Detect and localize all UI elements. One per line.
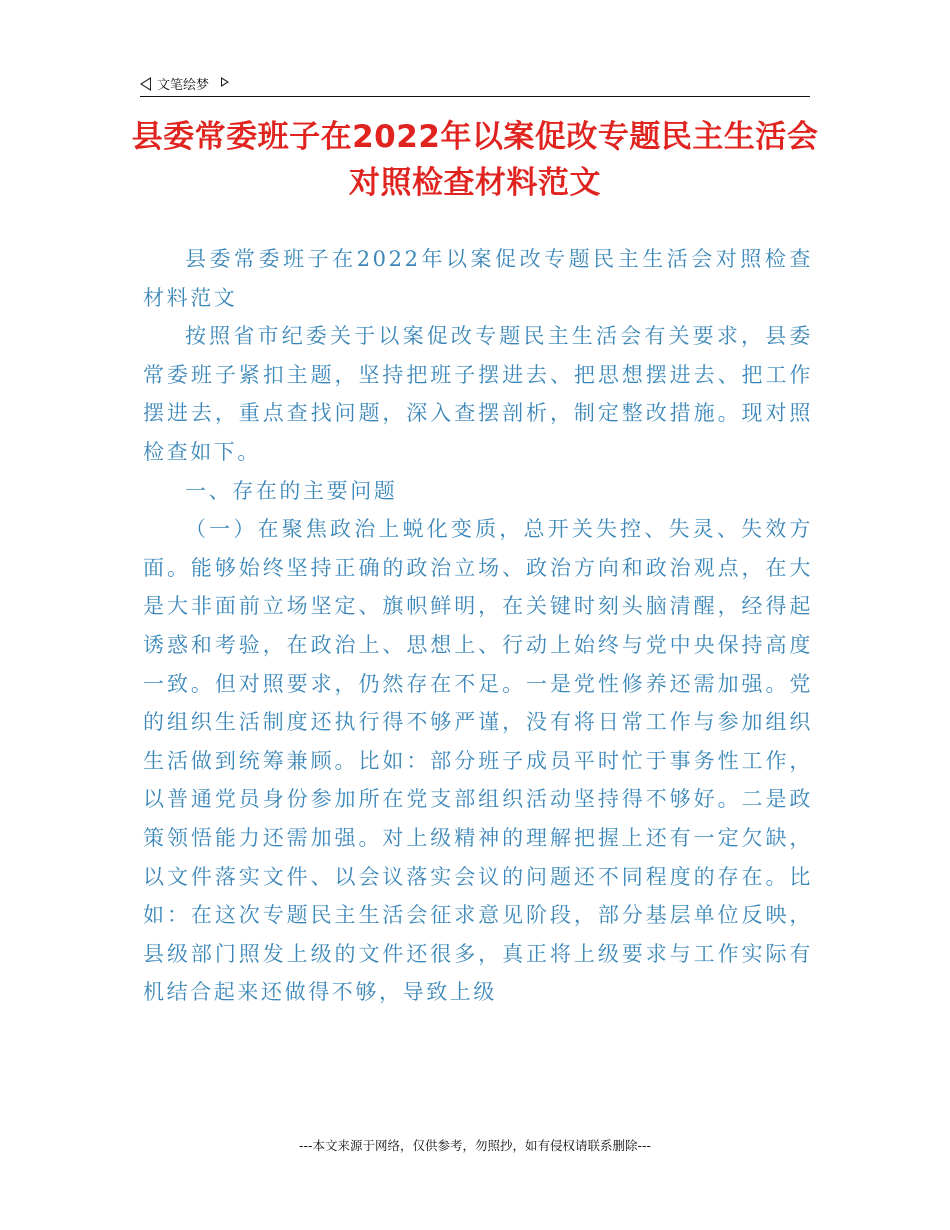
body-paragraph: （一）在聚焦政治上蜕化变质，总开关失控、失灵、失效方面。能够始终坚持正确的政治立场、政治方向和政治观点，在大是大非面前立场坚定、旗帜鲜明，在关键时刻头脑清醒，经得起诱惑和考验，在政治上、思想上、行动上始终与党中央保持高度一致。但对照要求，仍然存在不足。一是党性修养还需加强。党的组织生活制度还执行得不够严谨，没有将日常工作与参加组织生活做到统筹兼顾。比如：部分班子成员平时忙于事务性工作，以普通党员身份参加所在党支部组织活动坚持得不够好。二是政策领悟能力还需加强。对上级精神的理解把握上还有一定欠缺，以文件落实文件、以会议落实会议的问题还不同程度的存在。比如：在这次专题民主生活会征求意见阶段，部分基层单位反映，县级部门照发上级的文件还很多，真正将上级要求与工作实际有机结合起来还做得不够，导致上级	[143, 517, 813, 1005]
page-footer: ---本文来源于网络，仅供参考，勿照抄，如有侵权请联系删除---	[298, 1138, 652, 1153]
header-divider	[140, 96, 810, 97]
brand-name: 文笔绘梦	[157, 78, 210, 93]
triangle-right-icon	[221, 77, 229, 87]
body-paragraph: 按照省市纪委关于以案促改专题民主生活会有关要求，县委常委班子紧扣主题，坚持把班子摆进去、把思想摆进去、把工作摆进去，重点查找问题，深入查摆剖析，制定整改措施。现对照检查如下。	[143, 324, 813, 464]
page-header	[140, 72, 810, 96]
document-body	[143, 240, 813, 1012]
section-heading: 一、存在的主要问题	[185, 478, 398, 503]
header-brand	[140, 74, 229, 93]
body-paragraph: 县委常委班子在2022年以案促改专题民主生活会对照检查材料范文	[143, 247, 813, 310]
document-title: 县委常委班子在2022年以案促改专题民主生活会对照检查材料范文	[131, 119, 819, 201]
triangle-left-icon	[140, 77, 151, 91]
